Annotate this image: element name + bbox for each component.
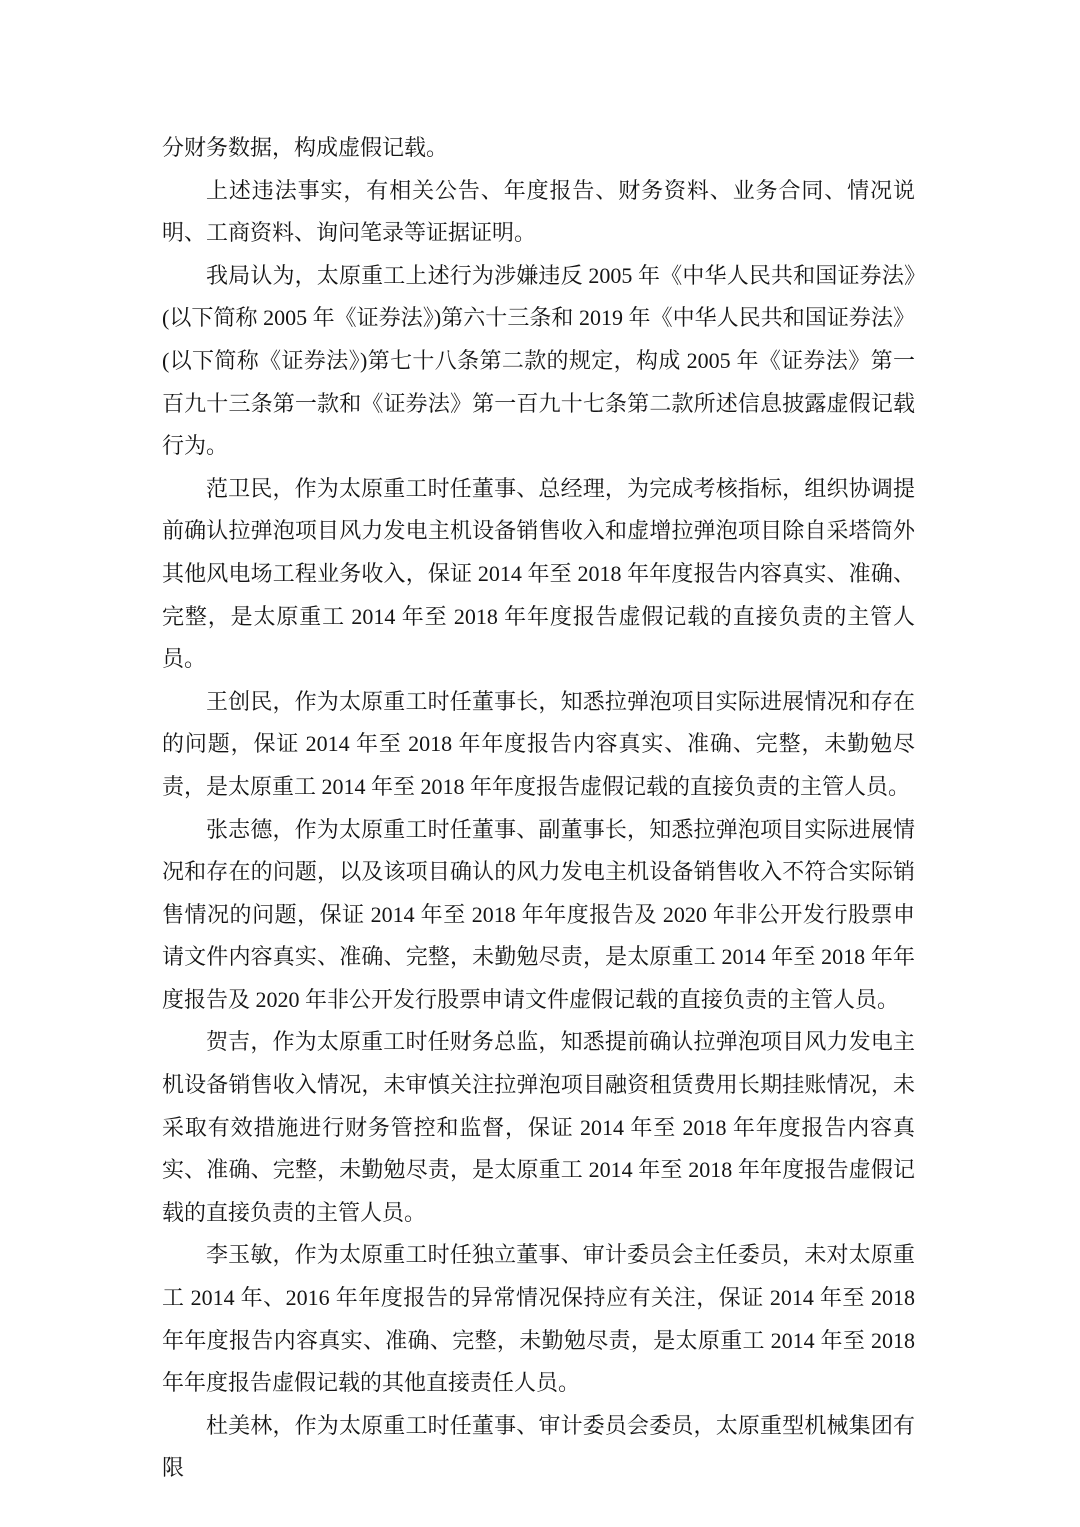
document-body [162, 127, 915, 1490]
paragraph: 李玉敏，作为太原重工时任独立董事、审计委员会主任委员，未对太原重工 2014 年、2016 年年度报告的异常情况保持应有关注，保证 2014 年至 2018 年年度报告内容真实、准确、完整，未勤勉尽责，是太原重工 2014 年至 2018 年年度报告虚假记载的其他直接责任人员。 [162, 1242, 915, 1396]
paragraph: 上述违法事实，有相关公告、年度报告、财务资料、业务合同、情况说明、工商资料、询问笔录等证据证明。 [162, 177, 915, 246]
paragraph: 王创民，作为太原重工时任董事长，知悉拉弹泡项目实际进展情况和存在的问题，保证 2014 年至 2018 年年度报告内容真实、准确、完整，未勤勉尽责，是太原重工 2014 年至 2018 年年度报告虚假记载的直接负责的主管人员。 [162, 688, 915, 799]
paragraph: 我局认为，太原重工上述行为涉嫌违反 2005 年《中华人民共和国证券法》(以下简称 2005 年《证券法》)第六十三条和 2019 年《中华人民共和国证券法》(以下简称《证券法》)第七十八条第二款的规定，构成 2005 年《证券法》第一百九十三条第一款和《证券法》第一百九十七条第二款所述信息披露虚假记载行为。 [162, 262, 915, 459]
paragraph: 张志德，作为太原重工时任董事、副董事长，知悉拉弹泡项目实际进展情况和存在的问题，以及该项目确认的风力发电主机设备销售收入不符合实际销售情况的问题，保证 2014 年至 2018 年年度报告及 2020 年非公开发行股票申请文件内容真实、准确、完整，未勤勉尽责，是太原重工 2014 年至 2018 年年度报告及 2020 年非公开发行股票申请文件虚假记载的直接负责的主管人员。 [162, 816, 915, 1012]
paragraph: 分财务数据，构成虚假记载。 [162, 135, 449, 160]
paragraph: 杜美林，作为太原重工时任董事、审计委员会委员，太原重型机械集团有限 [162, 1412, 915, 1481]
paragraph: 范卫民，作为太原重工时任董事、总经理，为完成考核指标，组织协调提前确认拉弹泡项目风力发电主机设备销售收入和虚增拉弹泡项目除自采塔筒外其他风电场工程业务收入，保证 2014 年至 2018 年年度报告内容真实、准确、完整，是太原重工 2014 年至 2018 年年度报告虚假记载的直接负责的主管人员。 [162, 475, 915, 672]
paragraph: 贺吉，作为太原重工时任财务总监，知悉提前确认拉弹泡项目风力发电主机设备销售收入情况，未审慎关注拉弹泡项目融资租赁费用长期挂账情况，未采取有效措施进行财务管控和监督，保证 2014 年至 2018 年年度报告内容真实、准确、完整，未勤勉尽责，是太原重工 2014 年至 2018 年年度报告虚假记载的直接负责的主管人员。 [162, 1029, 915, 1225]
